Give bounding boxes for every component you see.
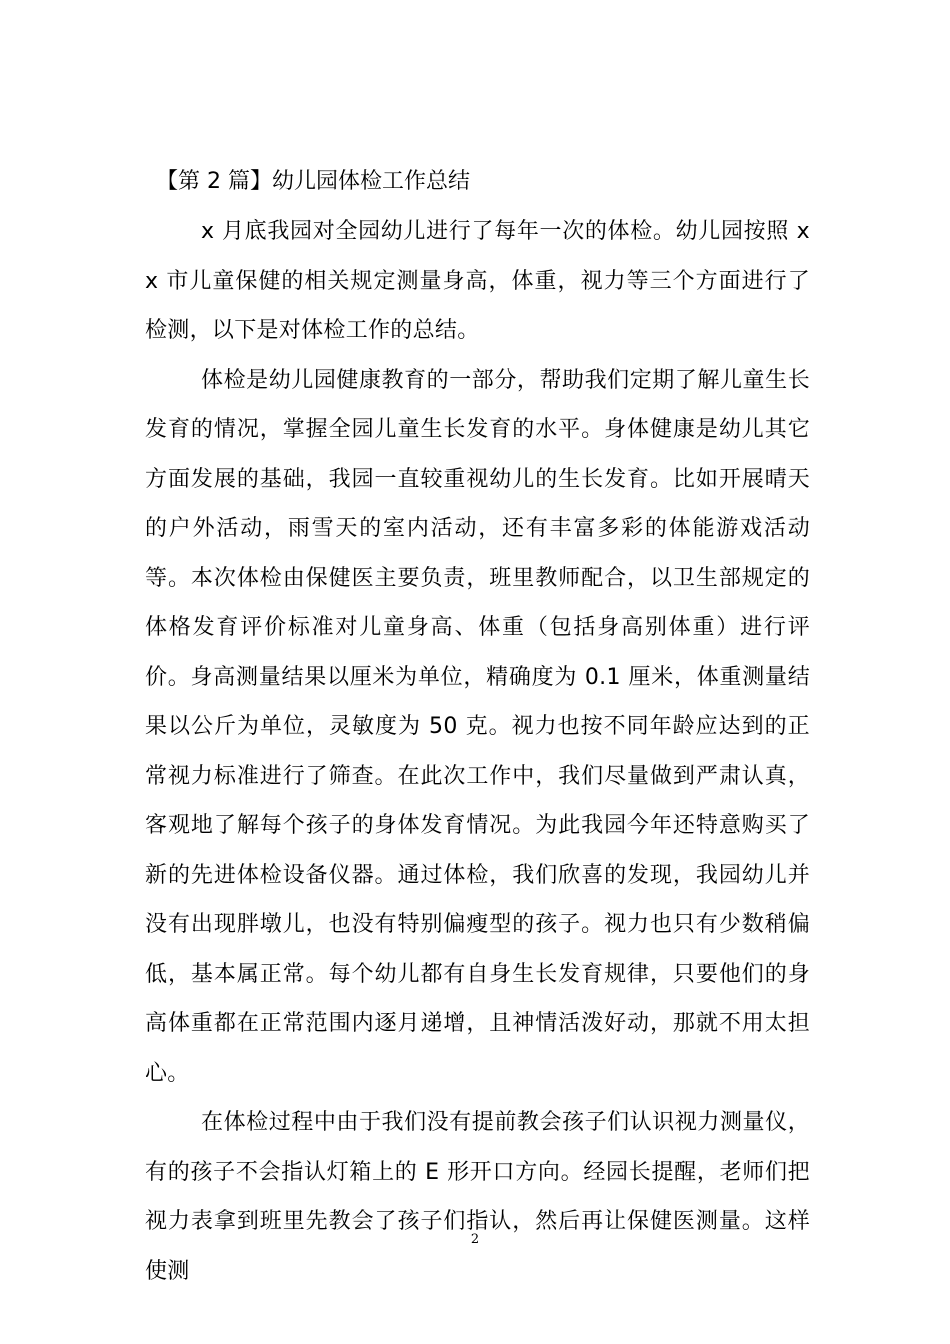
paragraph-vision-test: 在体检过程中由于我们没有提前教会孩子们认识视力测量仪，有的孩子不会指认灯箱上的 E 形开口方向。经园长提醒，老师们把视力表拿到班里先教会了孩子们指认，然后再让保健医测量。这样使测 (145, 1110, 810, 1284)
paragraph-intro: x 月底我园对全园幼儿进行了每年一次的体检。幼儿园按照 x x 市儿童保健的相关规定测量身高，体重，视力等三个方面进行了检测，以下是对体检工作的总结。 (145, 219, 810, 343)
page-number: 2 (470, 1232, 480, 1247)
section-heading: 【第 2 篇】幼儿园体检工作总结 (156, 169, 470, 194)
document-body (145, 163, 810, 1296)
paragraph-health-education: 体检是幼儿园健康教育的一部分，帮助我们定期了解儿童生长发育的情况，掌握全园儿童生长发育的水平。身体健康是幼儿其它方面发展的基础，我园一直较重视幼儿的生长发育。比如开展晴天的户外活动，雨雪天的室内活动，还有丰富多彩的体能游戏活动等。本次体检由保健医主要负责，班里教师配合，以卫生部规定的体格发育评价标准对儿童身高、体重（包括身高别体重）进行评价。身高测量结果以厘米为单位，精确度为 0.1 厘米，体重测量结果以公斤为单位，灵敏度为 50 克。视力也按不同年龄应达到的正常视力标准进行了筛查。在此次工作中，我们尽量做到严肃认真，客观地了解每个孩子的身体发育情况。为此我园今年还特意购买了新的先进体检设备仪器。通过体检，我们欣喜的发现，我园幼儿并没有出现胖墩儿，也没有特别偏瘦型的孩子。视力也只有少数稍偏低，基本属正常。每个幼儿都有自身生长发育规律，只要他们的身高体重都在正常范围内逐月递增，且神情活泼好动，那就不用太担心。 (145, 367, 810, 1086)
